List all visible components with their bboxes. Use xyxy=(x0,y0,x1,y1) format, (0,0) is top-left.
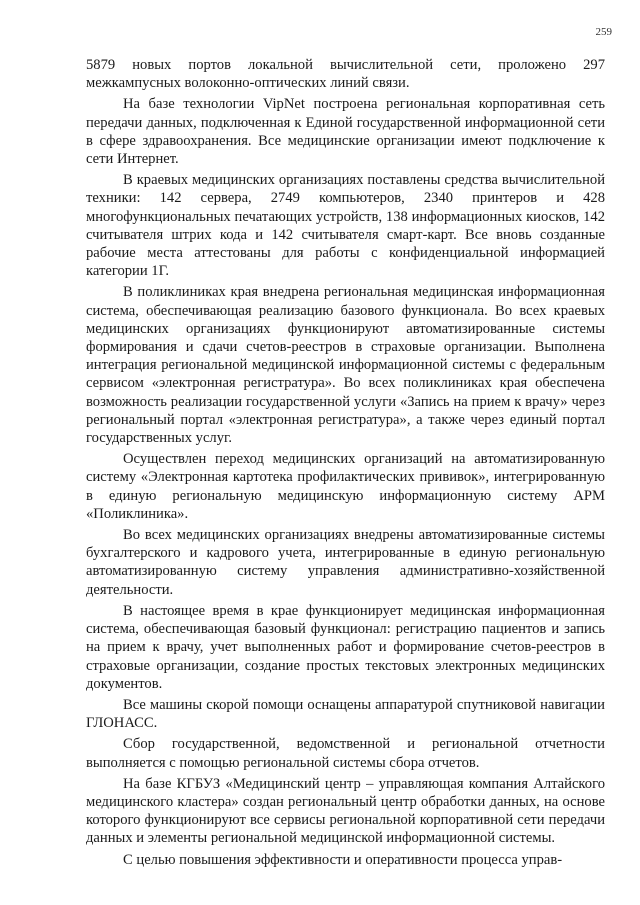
paragraph: Во всех медицинских организациях внедрены автоматизированные системы бухгалтерского и кадрового учета, интегрированные в единую региональную автоматизированную систему управления административно-хозяйственной деятельности. xyxy=(86,527,605,598)
body-text xyxy=(86,56,605,872)
paragraph: В поликлиниках края внедрена региональная медицинская информационная система, обеспечивающая реализацию базового функционала. Во всех краевых медицинских организациях функционируют автоматизированные системы формирования и сдачи счетов-реестров в страховые организации. Выполнена интеграция региональной медицинской информационной системы с федеральным сервисом «электронная регистратура». Во всех поликлиниках края обеспечена возможность реализации государственной услуги «Запись на прием к врачу» через региональный портал «электронная регистратура», а также через единый портал государственных услуг. xyxy=(86,284,605,447)
paragraph: Осуществлен переход медицинских организаций на автоматизированную систему «Электронная картотека профилактических прививок», интегрированную в единую региональную медицинскую информационную систему АРМ «Поликлиника». xyxy=(86,451,605,522)
paragraph: На базе КГБУЗ «Медицинский центр – управляющая компания Алтайского медицинского кластера» создан региональный центр обработки данных, на основе которого функционируют все сервисы региональной корпоративной сети передачи данных и элементы региональной медицинской информационной системы. xyxy=(86,775,605,847)
paragraph: Сбор государственной, ведомственной и региональной отчетности выполняется с помощью региональной системы сбора отчетов. xyxy=(86,736,605,771)
paragraph: В краевых медицинских организациях поставлены средства вычислительной техники: 142 сервера, 2749 компьютеров, 2340 принтеров и 428 многофункциональных печатающих устройств, 138 информационных киосков, 142 считывателя штрих кода и 142 считывателя смарт-карт. Все вновь созданные рабочие места аттестованы для работы с конфиденциальной информацией категории 1Г. xyxy=(86,172,605,280)
paragraph: 5879 новых портов локальной вычислительной сети, проложено 297 межкампусных волоконно-оптических линий связи. xyxy=(86,57,605,92)
paragraph: С целью повышения эффективности и оперативности процесса управ- xyxy=(123,851,563,868)
paragraph: На базе технологии VipNet построена региональная корпоративная сеть передачи данных, подключенная к Единой государственной информационной сети в сфере здравоохранения. Все медицинские организации имеют подключение к сети Интернет. xyxy=(86,96,605,168)
paragraph: В настоящее время в крае функционирует медицинская информационная система, обеспечивающая базовый функционал: регистрацию пациентов и запись на прием к врачу, учет выполненных работ и формирование счетов-реестров в страховые организации, создание простых текстовых электронных медицинских документов. xyxy=(86,602,605,692)
page-number: 259 xyxy=(595,26,612,38)
paragraph: Все машины скорой помощи оснащены аппаратурой спутниковой навигации ГЛОНАСС. xyxy=(86,696,605,732)
